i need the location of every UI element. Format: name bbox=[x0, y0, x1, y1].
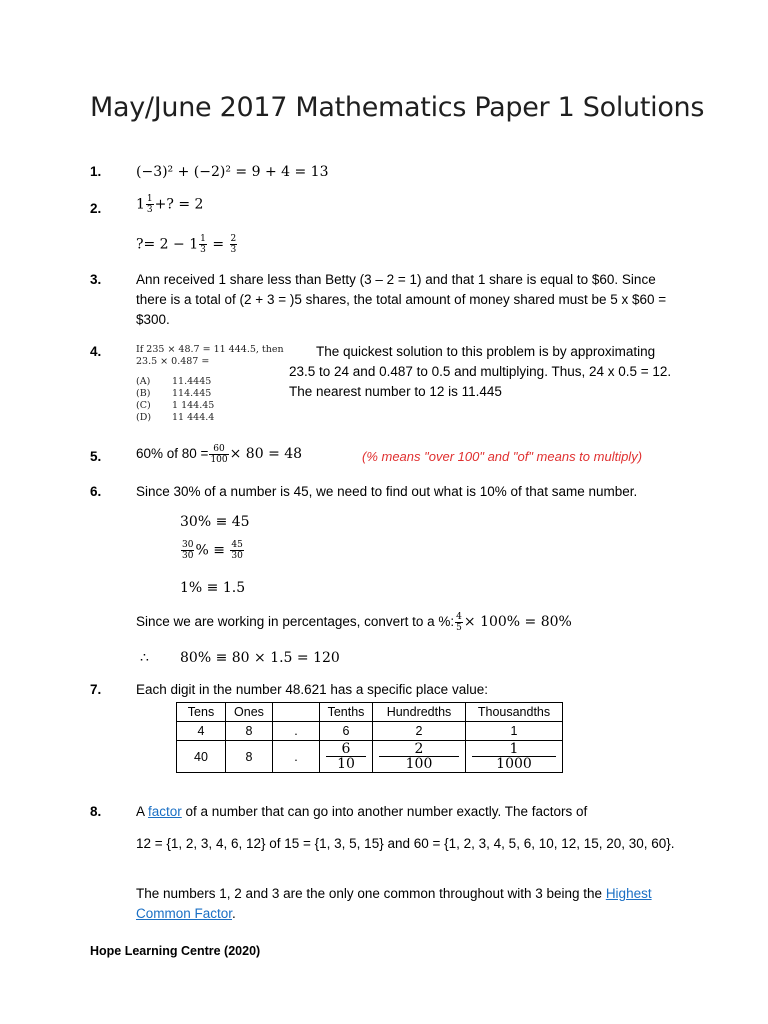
q6-fraction-2 bbox=[230, 540, 243, 561]
question-number-7: 7. bbox=[90, 682, 102, 697]
header-thousandths: Thousandths bbox=[466, 703, 563, 722]
header-decimal bbox=[273, 703, 320, 722]
q8-conclusion-pre: The numbers 1, 2 and 3 are the only one common throughout with 3 being the bbox=[136, 886, 606, 901]
q2-line1 bbox=[136, 194, 203, 215]
q2-frac3-num: 2 bbox=[230, 234, 237, 244]
header-tenths: Tenths bbox=[320, 703, 373, 722]
thousandths-num: 1 bbox=[472, 742, 556, 757]
table-row bbox=[177, 722, 563, 741]
q5-frac-den: 100 bbox=[210, 455, 228, 465]
q5-pre: 60% of 80 = bbox=[136, 446, 209, 462]
highest-common-factor-link[interactable]: Highest Common Factor bbox=[136, 886, 652, 921]
header-hundredths: Hundredths bbox=[373, 703, 466, 722]
q6-convert bbox=[136, 612, 572, 633]
q2-rest: +? = 2 bbox=[154, 196, 204, 213]
q2-fraction-2 bbox=[199, 234, 207, 255]
q4-scan-line1: If 235 × 48.7 = 11 444.5, then bbox=[136, 344, 284, 355]
q4-option-c-label: (C) bbox=[136, 400, 151, 411]
q2-frac2-num: 1 bbox=[200, 234, 206, 244]
table-cell: 1 bbox=[466, 722, 563, 741]
q4-option-a-label: (A) bbox=[136, 376, 151, 387]
q2-fraction-1 bbox=[146, 194, 154, 215]
q4-option-d-label: (D) bbox=[136, 412, 152, 423]
q4-question-image bbox=[136, 344, 286, 436]
q5-expression bbox=[136, 444, 302, 465]
q8-a: A bbox=[136, 804, 149, 819]
factor-link[interactable]: factor bbox=[148, 804, 182, 819]
q6-intro: Since 30% of a number is 45, we need to find out what is 10% of that same number. bbox=[136, 484, 638, 499]
q4-explanation-line1: The quickest solution to this problem is by approximating bbox=[316, 344, 656, 359]
hundredths-num: 2 bbox=[379, 742, 459, 757]
q6-frac2-den: 30 bbox=[231, 551, 243, 561]
table-cell: 6 bbox=[320, 722, 373, 741]
q4-option-d-value: 11 444.4 bbox=[172, 412, 215, 423]
q2-frac1-den: 3 bbox=[146, 205, 153, 215]
q6-convert-num: 4 bbox=[456, 612, 462, 622]
q3-text: Ann received 1 share less than Betty (3 – 2 = 1) and that 1 share is equal to $60. Since there is a total of (2 + 3 = )5 shares, the total amount of money shared must be 5 x $60 = $300. bbox=[136, 272, 667, 327]
footer-text: Hope Learning Centre (2020) bbox=[90, 944, 261, 958]
table-cell-fraction bbox=[466, 741, 563, 773]
table-cell: 2 bbox=[373, 722, 466, 741]
question-number-1: 1. bbox=[90, 164, 102, 179]
question-number-8: 8. bbox=[90, 804, 102, 819]
q8-a-rest: of a number that can go into another number exactly. The factors of bbox=[181, 804, 588, 819]
table-cell-fraction bbox=[373, 741, 466, 773]
q4-option-d bbox=[136, 412, 286, 424]
q4-option-b-label: (B) bbox=[136, 388, 151, 399]
q2-frac3-den: 3 bbox=[230, 245, 237, 255]
q2-whole: 1 bbox=[136, 196, 145, 213]
q6-eq3: 1% ≡ 1.5 bbox=[180, 580, 246, 596]
header-ones: Ones bbox=[226, 703, 273, 722]
q4-option-b bbox=[136, 388, 286, 400]
q4-option-c bbox=[136, 400, 286, 412]
q6-convert-post: × 100% = 80% bbox=[463, 614, 572, 631]
table-cell-fraction bbox=[320, 741, 373, 773]
q6-frac1-den: 30 bbox=[182, 551, 194, 561]
q5-frac-num: 60 bbox=[209, 444, 228, 455]
question-number-3: 3. bbox=[90, 272, 102, 287]
q6-frac2-num: 45 bbox=[231, 540, 243, 550]
q6-final: 80% ≡ 80 × 1.5 = 120 bbox=[180, 650, 340, 666]
question-number-6: 6. bbox=[90, 484, 102, 499]
q2-frac2-den: 3 bbox=[200, 245, 206, 255]
table-cell: . bbox=[273, 741, 320, 773]
table-row bbox=[177, 741, 563, 773]
table-cell: 4 bbox=[177, 722, 226, 741]
table-cell: . bbox=[273, 722, 320, 741]
header-tens: Tens bbox=[177, 703, 226, 722]
q5-note: (% means "over 100" and "of" means to multiply) bbox=[362, 449, 643, 464]
table-header-row bbox=[177, 703, 563, 722]
table-cell: 8 bbox=[226, 741, 273, 773]
tenths-den: 10 bbox=[337, 756, 355, 772]
q2-fraction-3 bbox=[230, 234, 238, 255]
table-cell: 8 bbox=[226, 722, 273, 741]
q6-eq2-mid: % ≡ bbox=[195, 542, 225, 559]
page-title: May/June 2017 Mathematics Paper 1 Solutions bbox=[90, 92, 705, 123]
q4-option-c-value: 1 144.45 bbox=[172, 400, 215, 411]
q6-convert-fraction bbox=[455, 612, 463, 633]
q6-convert-pre: Since we are working in percentages, convert to a %: bbox=[136, 614, 455, 630]
tenths-num: 6 bbox=[326, 742, 366, 757]
place-value-table bbox=[176, 702, 563, 773]
q1-expression: (−3)² + (−2)² = 9 + 4 = 13 bbox=[136, 164, 329, 180]
q4-explanation-line2: 23.5 to 24 and 0.487 to 0.5 and multiplying. Thus, 24 x 0.5 = 12. bbox=[289, 364, 672, 379]
q8-factor-sets: 12 = {1, 2, 3, 4, 6, 12} of 15 = {1, 3, 5, 15} and 60 = {1, 2, 3, 4, 5, 6, 10, 12, 15, 20, 30, 60}. bbox=[136, 836, 675, 851]
q5-post: × 80 = 48 bbox=[229, 446, 303, 463]
q6-eq1: 30% ≡ 45 bbox=[180, 514, 250, 530]
q6-fraction-1 bbox=[181, 540, 194, 561]
q5-fraction bbox=[209, 444, 228, 465]
q8-definition bbox=[136, 802, 587, 822]
question-number-2: 2. bbox=[90, 201, 102, 216]
q8-conclusion-post: . bbox=[232, 906, 236, 921]
hundredths-den: 100 bbox=[405, 756, 433, 772]
q4-option-a bbox=[136, 376, 286, 388]
table-cell: 40 bbox=[177, 741, 226, 773]
q4-option-a-value: 11.4445 bbox=[172, 376, 212, 387]
q2-equals: = bbox=[207, 236, 229, 253]
q6-therefore-symbol: ∴ bbox=[140, 650, 149, 666]
q8-conclusion bbox=[136, 884, 676, 924]
question-number-5: 5. bbox=[90, 449, 102, 464]
q2-frac1-num: 1 bbox=[146, 194, 153, 204]
q6-eq2 bbox=[180, 540, 245, 561]
thousandths-den: 1000 bbox=[496, 756, 532, 772]
q4-option-b-value: 114.445 bbox=[172, 388, 212, 399]
q4-explanation-line3: The nearest number to 12 is 11.445 bbox=[289, 384, 502, 399]
q2-line2 bbox=[136, 234, 238, 255]
q7-intro: Each digit in the number 48.621 has a specific place value: bbox=[136, 682, 488, 697]
question-number-4: 4. bbox=[90, 344, 102, 359]
q6-frac1-num: 30 bbox=[182, 540, 194, 550]
q4-scan-line2: 23.5 × 0.487 = bbox=[136, 356, 210, 367]
q2-line2-pre: ?= 2 − 1 bbox=[136, 236, 199, 253]
q6-convert-den: 5 bbox=[456, 623, 462, 633]
